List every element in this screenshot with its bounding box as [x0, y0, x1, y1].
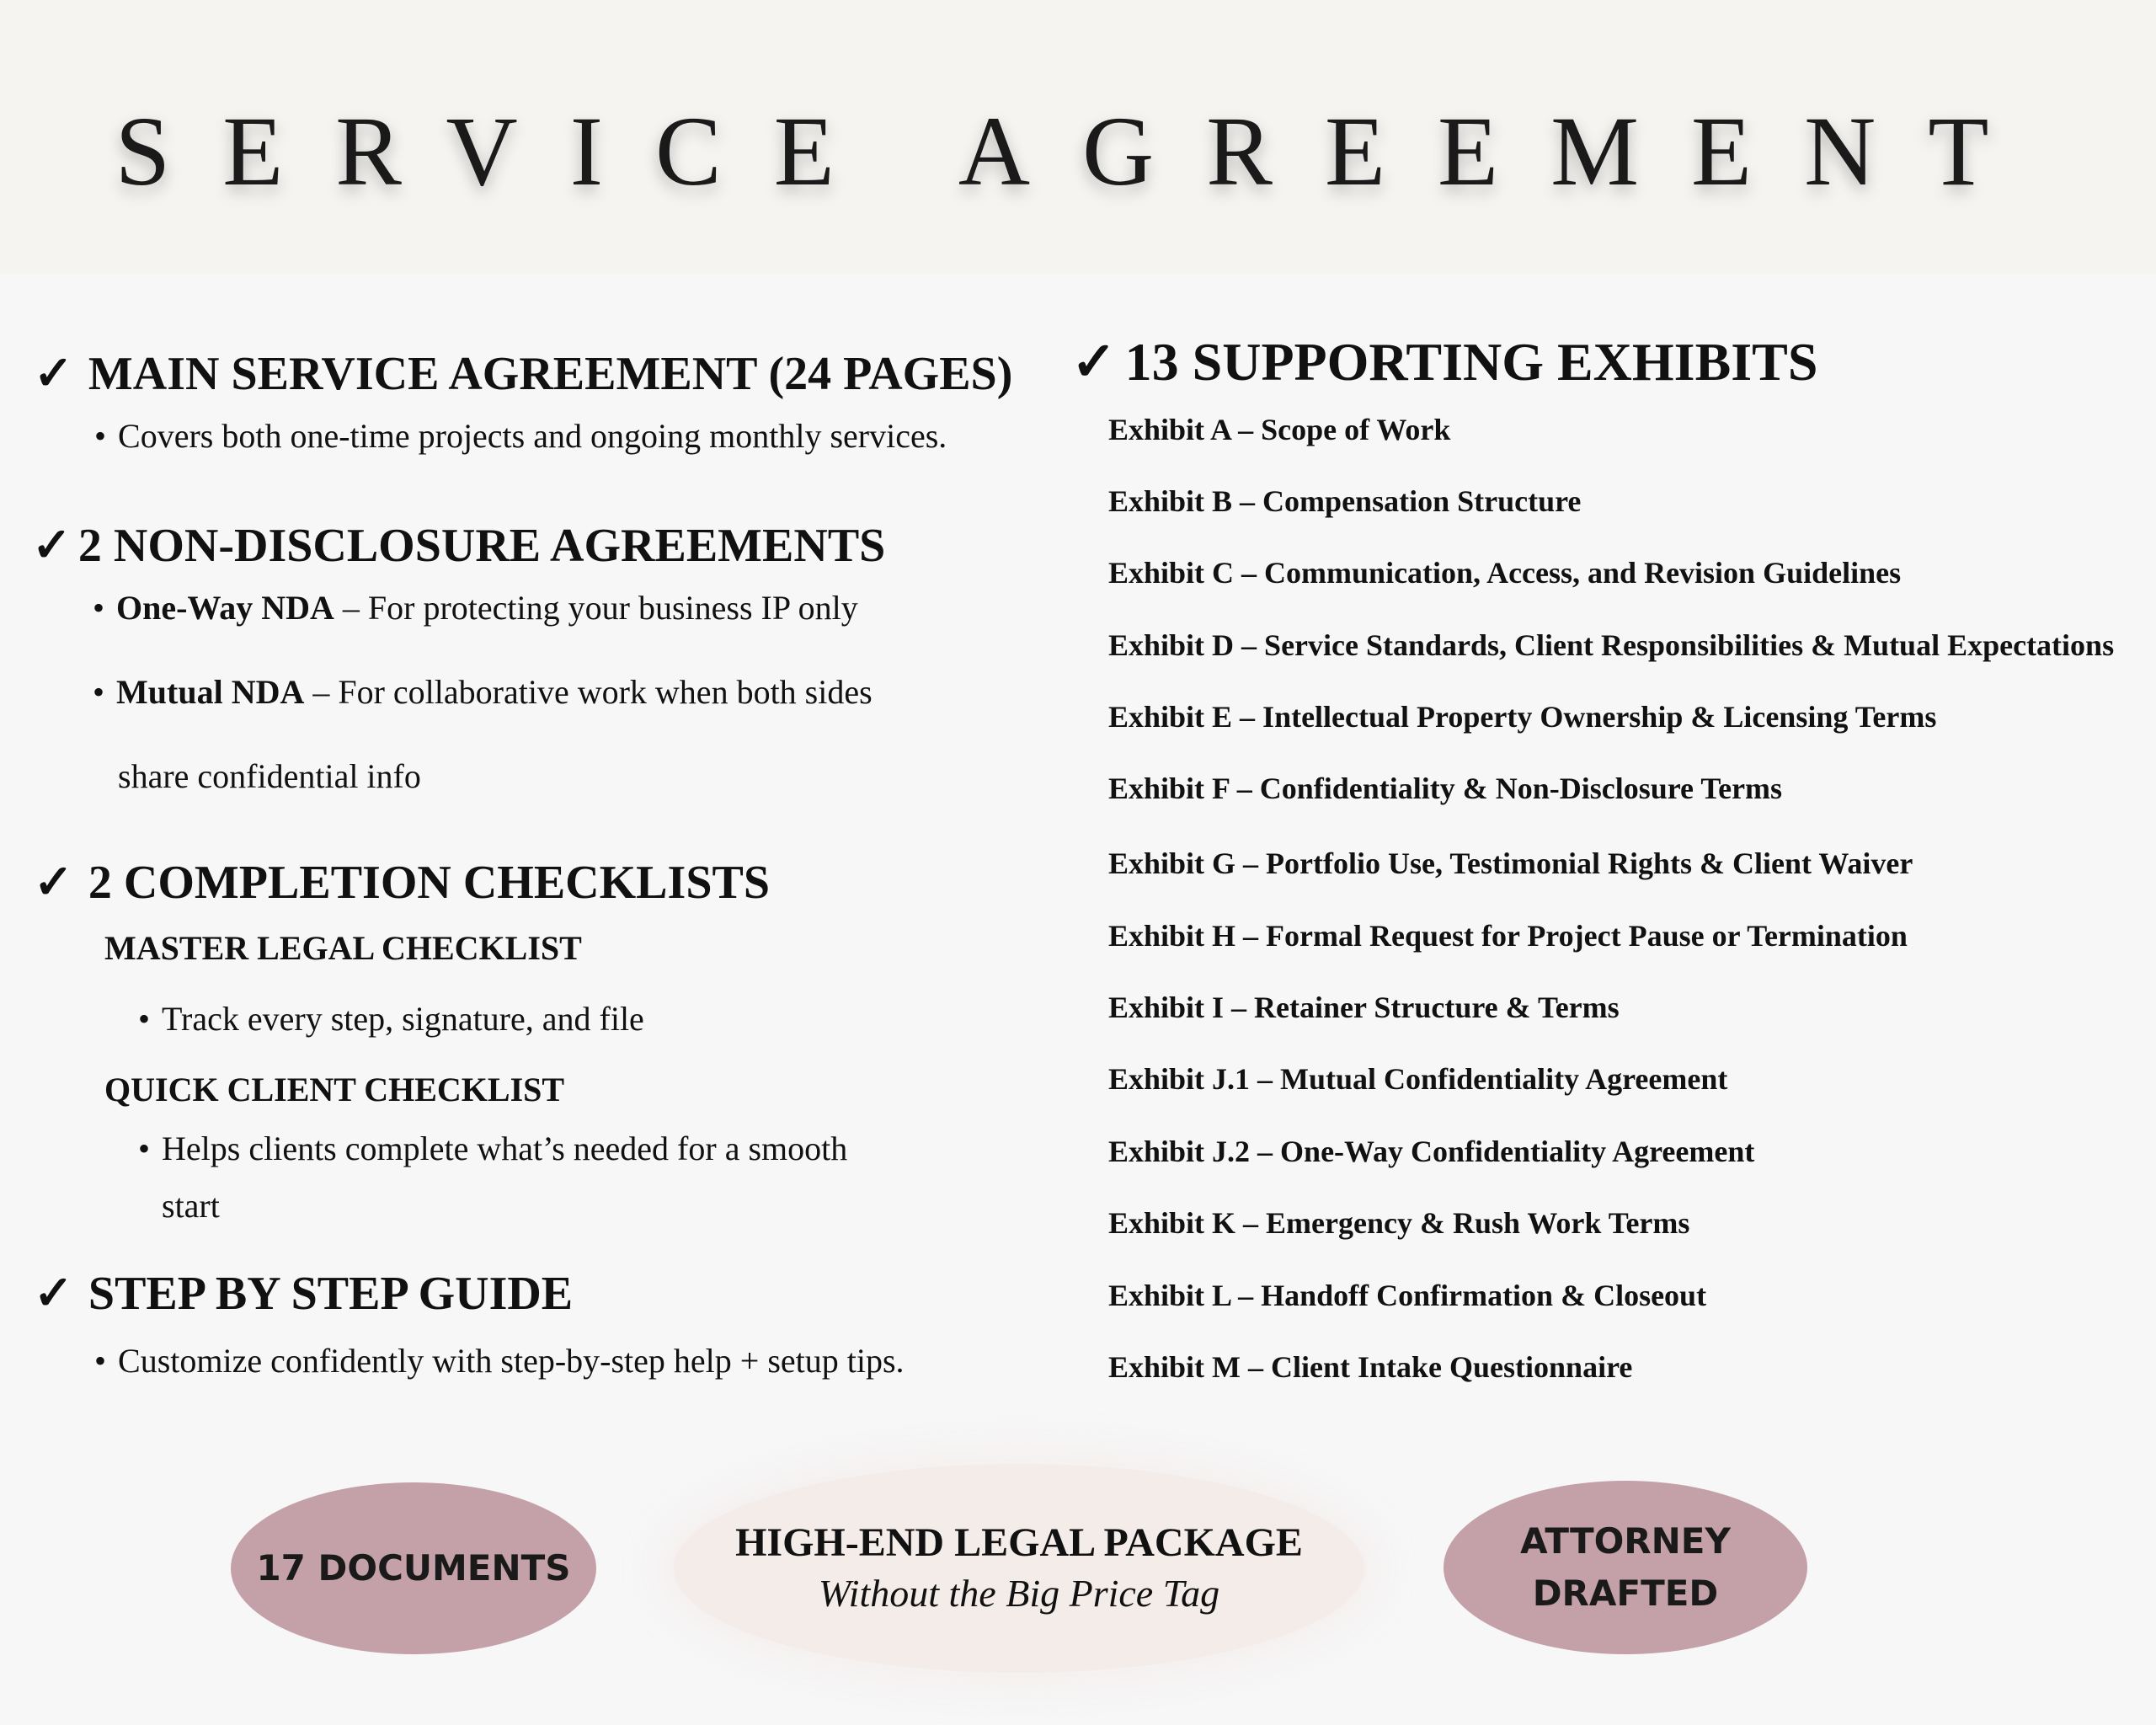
- documents-badge: [231, 1482, 596, 1654]
- quick-checklist-bullet-cont: start: [162, 1187, 220, 1225]
- master-checklist-title: MASTER LEGAL CHECKLIST: [104, 929, 582, 967]
- quick-checklist-bullet: [138, 1129, 847, 1169]
- bullet-icon: •: [138, 1000, 151, 1038]
- attorney-badge-line2: DRAFTED: [1532, 1573, 1719, 1614]
- exhibit-item: Exhibit G – Portfolio Use, Testimonial Rights & Client Waiver: [1108, 846, 1913, 880]
- bullet-icon: •: [93, 673, 105, 711]
- quick-checklist-title: QUICK CLIENT CHECKLIST: [104, 1071, 565, 1108]
- exhibit-item: Exhibit H – Formal Request for Project Pause or Termination: [1108, 919, 1908, 953]
- exhibit-item: Exhibit L – Handoff Confirmation & Closeout: [1108, 1279, 1707, 1312]
- nda-item-desc: – For protecting your business IP only: [342, 589, 858, 627]
- guide-heading-text: STEP BY STEP GUIDE: [88, 1268, 574, 1320]
- exhibit-item: Exhibit D – Service Standards, Client Responsibilities & Mutual Expectations: [1108, 628, 2115, 662]
- guide-bullet-text: Customize confidently with step-by-step help + setup tips.: [118, 1342, 905, 1380]
- nda-heading: [32, 519, 885, 573]
- exhibit-item: Exhibit K – Emergency & Rush Work Terms: [1108, 1206, 1690, 1240]
- exhibit-item: Exhibit J.1 – Mutual Confidentiality Agreement: [1108, 1062, 1728, 1096]
- master-checklist-bullet: [138, 999, 644, 1039]
- checklists-heading-text: 2 COMPLETION CHECKLISTS: [88, 857, 770, 909]
- attorney-badge: [1444, 1481, 1807, 1654]
- bullet-icon: •: [94, 1342, 107, 1380]
- check-icon: ✓: [34, 857, 73, 909]
- main-agreement-bullet-text: Covers both one-time projects and ongoing monthly services.: [118, 417, 947, 455]
- bullet-icon: •: [93, 589, 105, 627]
- main-agreement-heading-text: MAIN SERVICE AGREEMENT (24 PAGES): [88, 348, 1013, 400]
- exhibit-item: Exhibit J.2 – One-Way Confidentiality Agreement: [1108, 1135, 1755, 1168]
- nda-item-mutual-cont: share confidential info: [118, 757, 421, 795]
- exhibit-item: Exhibit A – Scope of Work: [1108, 413, 1451, 446]
- main-agreement-heading: [34, 347, 1012, 401]
- exhibit-item: Exhibit M – Client Intake Questionnaire: [1108, 1350, 1633, 1384]
- check-icon: ✓: [1071, 332, 1117, 392]
- exhibit-item: Exhibit E – Intellectual Property Ownership & Licensing Terms: [1108, 700, 1937, 734]
- master-checklist-bullet-text: Track every step, signature, and file: [162, 1000, 644, 1038]
- nda-item-mutual: [93, 672, 873, 713]
- guide-heading: [34, 1267, 573, 1321]
- exhibits-heading: [1071, 332, 1817, 393]
- package-badge-subtitle: Without the Big Price Tag: [818, 1572, 1220, 1615]
- nda-item-desc: – For collaborative work when both sides: [312, 673, 873, 711]
- bullet-icon: •: [94, 417, 107, 455]
- quick-checklist-bullet-text: Helps clients complete what’s needed for a smooth: [162, 1130, 848, 1167]
- package-badge-title: HIGH-END LEGAL PACKAGE: [735, 1520, 1303, 1565]
- attorney-badge-line1: ATTORNEY: [1520, 1520, 1731, 1562]
- exhibit-item: Exhibit F – Confidentiality & Non-Disclosure Terms: [1108, 772, 1783, 805]
- guide-bullet: [94, 1341, 905, 1381]
- bullet-icon: •: [138, 1130, 151, 1167]
- check-icon: ✓: [34, 348, 73, 400]
- checklists-heading: [34, 856, 770, 910]
- exhibit-item: Exhibit B – Compensation Structure: [1108, 484, 1582, 518]
- main-agreement-bullet: [94, 416, 947, 457]
- package-badge: [674, 1464, 1364, 1673]
- check-icon: ✓: [32, 520, 72, 572]
- nda-item-label: One-Way NDA: [116, 589, 334, 627]
- exhibits-heading-text: 13 SUPPORTING EXHIBITS: [1124, 332, 1818, 392]
- check-icon: ✓: [34, 1268, 73, 1320]
- nda-heading-text: 2 NON-DISCLOSURE AGREEMENTS: [77, 520, 886, 572]
- page-title: SERVICE AGREEMENT: [115, 96, 2041, 206]
- documents-badge-text: 17 DOCUMENTS: [256, 1547, 571, 1589]
- nda-item-label: Mutual NDA: [116, 673, 305, 711]
- nda-item-oneway: [93, 588, 858, 628]
- exhibit-item: Exhibit I – Retainer Structure & Terms: [1108, 991, 1620, 1024]
- exhibit-item: Exhibit C – Communication, Access, and Revision Guidelines: [1108, 556, 1902, 590]
